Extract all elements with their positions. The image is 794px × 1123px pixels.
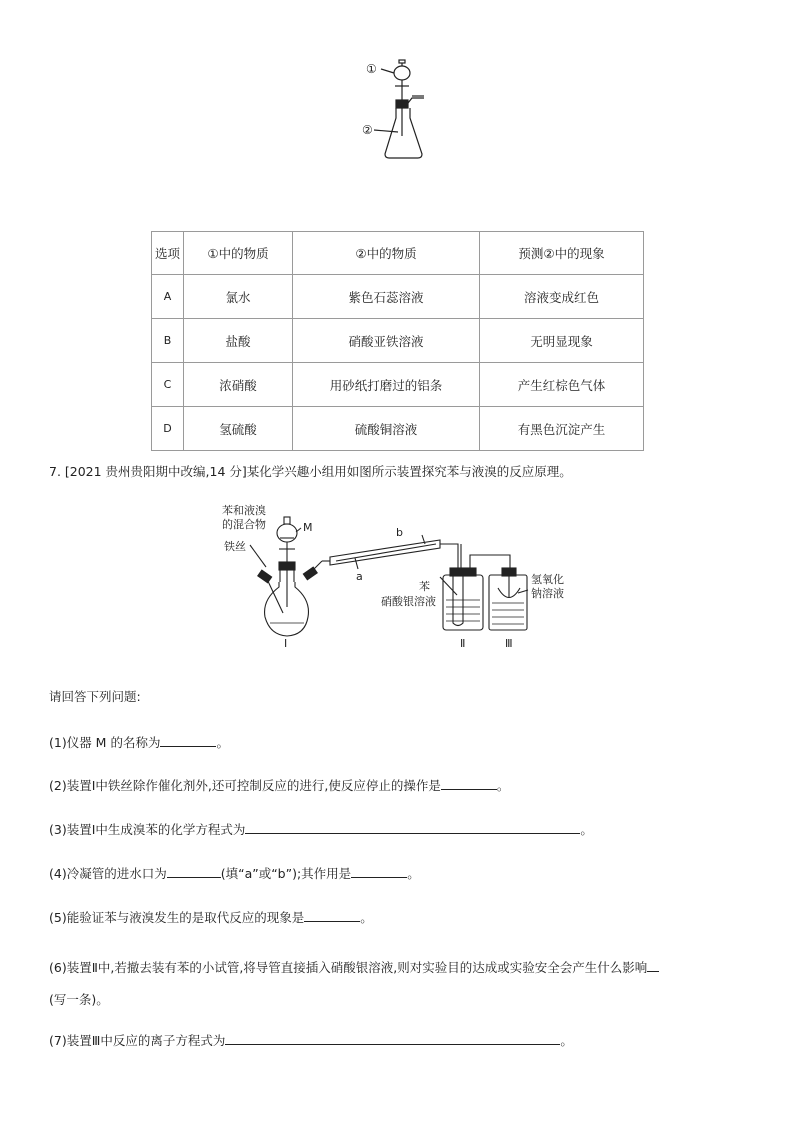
answer-blank[interactable] bbox=[441, 777, 497, 790]
label-naoh-line2: 钠溶液 bbox=[531, 587, 564, 600]
sub-question-text: (1)仪器 M 的名称为 bbox=[49, 735, 161, 750]
sub-question-2 bbox=[49, 776, 509, 794]
funnel-bulb bbox=[394, 66, 410, 80]
table-cell: 用砂纸打磨过的铝条 bbox=[293, 363, 480, 407]
sub-question-7 bbox=[49, 1031, 573, 1049]
answer-blank[interactable] bbox=[167, 865, 221, 878]
label-benzene: 苯 bbox=[419, 580, 430, 593]
beaker-III bbox=[489, 575, 527, 630]
label-1: ① bbox=[366, 62, 377, 76]
answer-blank[interactable] bbox=[304, 909, 360, 922]
sub-question-text: (5)能验证苯与液溴发生的是取代反应的现象是 bbox=[49, 910, 305, 925]
table-header-row bbox=[152, 232, 644, 275]
table-cell: 无明显现象 bbox=[480, 319, 644, 363]
table-cell: 硝酸亚铁溶液 bbox=[293, 319, 480, 363]
table-cell: 有黑色沉淀产生 bbox=[480, 407, 644, 451]
sub-question-4 bbox=[49, 864, 420, 882]
header-cell: ②中的物质 bbox=[293, 232, 480, 275]
label-a: a bbox=[356, 570, 363, 583]
funnel-M bbox=[277, 524, 297, 542]
label-naoh-line1: 氢氧化 bbox=[531, 573, 564, 586]
sub-question-end: 。 bbox=[580, 822, 593, 837]
label-iron-wire: 铁丝 bbox=[224, 540, 246, 553]
table-row bbox=[152, 407, 644, 451]
sub-question-3 bbox=[49, 820, 593, 838]
options-table bbox=[151, 231, 644, 451]
table-cell: 紫色石蕊溶液 bbox=[293, 275, 480, 319]
header-cell: 选项 bbox=[152, 232, 184, 275]
table-cell: 产生红棕色气体 bbox=[480, 363, 644, 407]
option-letter: D bbox=[152, 407, 184, 451]
option-letter: C bbox=[152, 363, 184, 407]
table-cell: 硫酸铜溶液 bbox=[293, 407, 480, 451]
label-mixture-line2: 的混合物 bbox=[222, 518, 266, 531]
label-b: b bbox=[396, 526, 403, 539]
table-cell: 溶液变成红色 bbox=[480, 275, 644, 319]
sub-question-end: 。 bbox=[496, 778, 510, 793]
sub-question-text: (2)装置Ⅰ中铁丝除作催化剂外,还可控制反应的进行,使反应停止的操作是 bbox=[49, 778, 441, 793]
flask-apparatus-figure bbox=[0, 0, 794, 200]
label-II: Ⅱ bbox=[460, 637, 466, 650]
sub-question-6 bbox=[49, 952, 779, 1016]
sub-question-text: (6)装置Ⅱ中,若撤去装有苯的小试管,将导管直接插入硝酸银溶液,则对实验目的达成或实验安全会产生什么影响 bbox=[49, 960, 648, 975]
sub-question-mid: (填“a”或“b”);其作用是 bbox=[220, 866, 352, 881]
label-M: M bbox=[303, 521, 313, 534]
table-cell: 氢硫酸 bbox=[184, 407, 293, 451]
table-row bbox=[152, 363, 644, 407]
sub-question-5 bbox=[49, 908, 373, 926]
sub-question-1 bbox=[49, 733, 229, 751]
table-row bbox=[152, 319, 644, 363]
answer-blank[interactable] bbox=[225, 1032, 560, 1045]
sub-question-end: 。 bbox=[407, 866, 420, 881]
bromobenzene-apparatus-figure bbox=[0, 495, 794, 655]
label-III: Ⅲ bbox=[505, 637, 513, 650]
answer-blank[interactable] bbox=[160, 734, 216, 747]
sub-question-text: (7)装置Ⅲ中反应的离子方程式为 bbox=[49, 1033, 226, 1048]
answer-blank[interactable] bbox=[245, 821, 580, 834]
sub-question-end: (写一条)。 bbox=[49, 992, 109, 1007]
label-mixture-line1: 苯和液溴 bbox=[222, 504, 266, 517]
header-cell: ①中的物质 bbox=[184, 232, 293, 275]
label-2: ② bbox=[362, 123, 373, 137]
sub-question-end: 。 bbox=[216, 735, 229, 750]
table-cell: 浓硝酸 bbox=[184, 363, 293, 407]
sub-question-text: (4)冷凝管的进水口为 bbox=[49, 866, 167, 881]
sub-question-end: 。 bbox=[360, 910, 373, 925]
label-I: Ⅰ bbox=[284, 637, 288, 650]
answer-blank[interactable] bbox=[647, 959, 659, 972]
answer-blank[interactable] bbox=[351, 865, 407, 878]
question-7-stem: 7. [2021 贵州贵阳期中改编,14 分]某化学兴趣小组用如图所示装置探究苯与液溴的反应原理。 bbox=[49, 464, 572, 479]
option-letter: A bbox=[152, 275, 184, 319]
sub-question-text: (3)装置Ⅰ中生成溴苯的化学方程式为 bbox=[49, 822, 246, 837]
header-cell: 预测②中的现象 bbox=[480, 232, 644, 275]
table-cell: 盐酸 bbox=[184, 319, 293, 363]
sub-question-end: 。 bbox=[560, 1033, 573, 1048]
option-letter: B bbox=[152, 319, 184, 363]
table-cell: 氯水 bbox=[184, 275, 293, 319]
label-silver-nitrate: 硝酸银溶液 bbox=[381, 595, 436, 608]
table-row bbox=[152, 275, 644, 319]
answer-prompt: 请回答下列问题: bbox=[49, 689, 141, 704]
